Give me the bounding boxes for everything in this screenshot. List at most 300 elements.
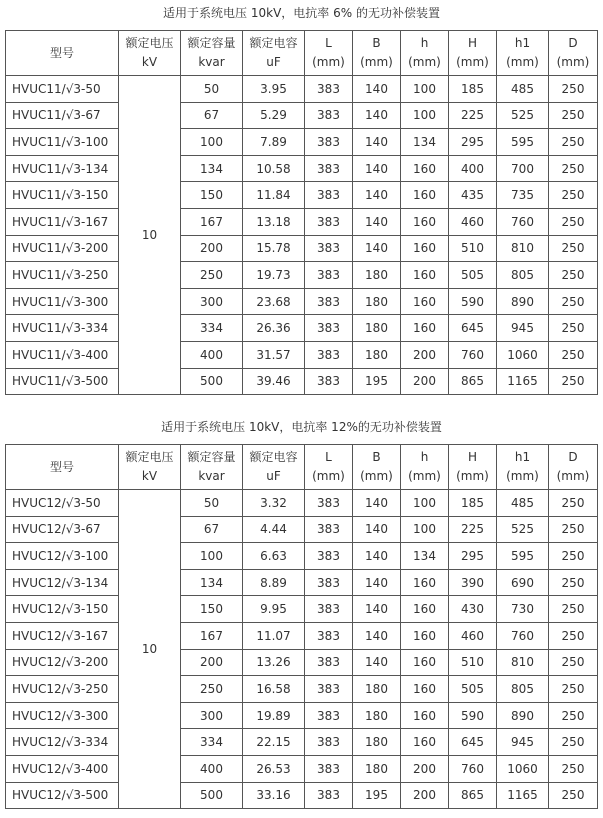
cell-h1: 485 bbox=[497, 490, 549, 517]
column-header bbox=[119, 31, 181, 76]
cell-b: 140 bbox=[353, 76, 401, 103]
cell-l: 383 bbox=[305, 649, 353, 676]
cell-l: 383 bbox=[305, 490, 353, 517]
model-cell: HVUC11/√3-100 bbox=[6, 129, 119, 156]
table-row bbox=[6, 782, 598, 809]
cell-l: 383 bbox=[305, 755, 353, 782]
table-row bbox=[6, 76, 598, 103]
column-header-label: h bbox=[420, 36, 429, 50]
table-row bbox=[6, 315, 598, 342]
column-header-label: D bbox=[568, 36, 578, 50]
cell-h: 160 bbox=[401, 622, 449, 649]
column-header-unit: uF bbox=[266, 469, 281, 483]
column-header-unit: (mm) bbox=[408, 469, 441, 483]
column-header-unit: (mm) bbox=[312, 55, 345, 69]
column-header bbox=[449, 31, 497, 76]
cell-b: 140 bbox=[353, 235, 401, 262]
cell-h1: 945 bbox=[497, 729, 549, 756]
column-header-label: 额定电压 bbox=[125, 450, 174, 464]
cell-kvar: 250 bbox=[181, 676, 243, 703]
cell-h1: 1060 bbox=[497, 755, 549, 782]
model-cell: HVUC12/√3-50 bbox=[6, 490, 119, 517]
cell-d: 250 bbox=[549, 155, 598, 182]
cell-h1: 945 bbox=[497, 315, 549, 342]
column-header-label: 额定容量 bbox=[187, 36, 236, 50]
column-header bbox=[449, 445, 497, 490]
cell-uf: 39.46 bbox=[243, 368, 305, 395]
cell-d: 250 bbox=[549, 755, 598, 782]
column-header bbox=[181, 445, 243, 490]
cell-kvar: 100 bbox=[181, 543, 243, 570]
column-header-unit: (mm) bbox=[312, 469, 345, 483]
cell-d: 250 bbox=[549, 262, 598, 289]
model-cell: HVUC11/√3-300 bbox=[6, 288, 119, 315]
cell-d: 250 bbox=[549, 729, 598, 756]
cell-l: 383 bbox=[305, 76, 353, 103]
cell-h: 160 bbox=[401, 702, 449, 729]
cell-l: 383 bbox=[305, 129, 353, 156]
cell-d: 250 bbox=[549, 516, 598, 543]
model-cell: HVUC12/√3-250 bbox=[6, 676, 119, 703]
column-header-label: 额定容量 bbox=[187, 450, 236, 464]
cell-l: 383 bbox=[305, 782, 353, 809]
cell-uf: 4.44 bbox=[243, 516, 305, 543]
cell-d: 250 bbox=[549, 782, 598, 809]
cell-d: 250 bbox=[549, 569, 598, 596]
cell-h: 100 bbox=[401, 102, 449, 129]
cell-l: 383 bbox=[305, 262, 353, 289]
cell-h: 160 bbox=[401, 569, 449, 596]
table-row bbox=[6, 368, 598, 395]
cell-h: 865 bbox=[449, 368, 497, 395]
table-row bbox=[6, 755, 598, 782]
cell-kvar: 400 bbox=[181, 755, 243, 782]
table-row bbox=[6, 569, 598, 596]
cell-h: 134 bbox=[401, 543, 449, 570]
model-cell: HVUC12/√3-300 bbox=[6, 702, 119, 729]
cell-b: 140 bbox=[353, 516, 401, 543]
cell-h: 460 bbox=[449, 208, 497, 235]
cell-h1: 525 bbox=[497, 102, 549, 129]
cell-uf: 19.89 bbox=[243, 702, 305, 729]
cell-uf: 26.53 bbox=[243, 755, 305, 782]
model-cell: HVUC12/√3-334 bbox=[6, 729, 119, 756]
column-header-unit: (mm) bbox=[408, 55, 441, 69]
cell-h1: 805 bbox=[497, 262, 549, 289]
model-cell: HVUC11/√3-200 bbox=[6, 235, 119, 262]
cell-b: 180 bbox=[353, 288, 401, 315]
column-header-unit: (mm) bbox=[506, 55, 539, 69]
cell-h: 400 bbox=[449, 155, 497, 182]
cell-h: 160 bbox=[401, 649, 449, 676]
table-caption-12pct: 适用于系统电压 10kV，电抗率 12%的无功补偿装置 bbox=[161, 420, 442, 434]
cell-h: 505 bbox=[449, 262, 497, 289]
cell-uf: 8.89 bbox=[243, 569, 305, 596]
cell-b: 140 bbox=[353, 569, 401, 596]
cell-l: 383 bbox=[305, 288, 353, 315]
cell-h1: 810 bbox=[497, 649, 549, 676]
cell-h: 160 bbox=[401, 208, 449, 235]
cell-h: 160 bbox=[401, 155, 449, 182]
cell-h: 100 bbox=[401, 516, 449, 543]
cell-d: 250 bbox=[549, 102, 598, 129]
header-row bbox=[6, 445, 598, 490]
model-cell: HVUC12/√3-100 bbox=[6, 543, 119, 570]
cell-uf: 31.57 bbox=[243, 341, 305, 368]
column-header-unit: (mm) bbox=[360, 469, 393, 483]
cell-b: 180 bbox=[353, 702, 401, 729]
cell-h: 200 bbox=[401, 368, 449, 395]
cell-kvar: 100 bbox=[181, 129, 243, 156]
cell-l: 383 bbox=[305, 729, 353, 756]
cell-h1: 1165 bbox=[497, 368, 549, 395]
cell-h: 160 bbox=[401, 262, 449, 289]
column-header-label: L bbox=[325, 450, 332, 464]
cell-h: 100 bbox=[401, 490, 449, 517]
cell-l: 383 bbox=[305, 315, 353, 342]
voltage-cell: 10 bbox=[119, 76, 181, 395]
cell-h: 390 bbox=[449, 569, 497, 596]
cell-kvar: 334 bbox=[181, 729, 243, 756]
cell-h: 505 bbox=[449, 676, 497, 703]
cell-uf: 3.95 bbox=[243, 76, 305, 103]
cell-l: 383 bbox=[305, 596, 353, 623]
column-header-label: 额定电压 bbox=[125, 36, 174, 50]
cell-h1: 485 bbox=[497, 76, 549, 103]
cell-uf: 26.36 bbox=[243, 315, 305, 342]
cell-l: 383 bbox=[305, 208, 353, 235]
cell-h: 134 bbox=[401, 129, 449, 156]
cell-b: 140 bbox=[353, 208, 401, 235]
cell-uf: 33.16 bbox=[243, 782, 305, 809]
cell-b: 195 bbox=[353, 368, 401, 395]
cell-b: 180 bbox=[353, 729, 401, 756]
table-row bbox=[6, 676, 598, 703]
cell-d: 250 bbox=[549, 341, 598, 368]
cell-kvar: 500 bbox=[181, 782, 243, 809]
cell-b: 140 bbox=[353, 622, 401, 649]
cell-kvar: 134 bbox=[181, 155, 243, 182]
cell-l: 383 bbox=[305, 182, 353, 209]
cell-h1: 525 bbox=[497, 516, 549, 543]
table-row bbox=[6, 649, 598, 676]
column-header-label: h bbox=[420, 450, 429, 464]
cell-h: 760 bbox=[449, 341, 497, 368]
table-row bbox=[6, 129, 598, 156]
cell-h: 100 bbox=[401, 76, 449, 103]
cell-h1: 690 bbox=[497, 569, 549, 596]
table-row bbox=[6, 102, 598, 129]
column-header-unit: kV bbox=[141, 55, 158, 69]
cell-l: 383 bbox=[305, 543, 353, 570]
cell-uf: 23.68 bbox=[243, 288, 305, 315]
cell-h: 200 bbox=[401, 341, 449, 368]
cell-kvar: 500 bbox=[181, 368, 243, 395]
cell-b: 180 bbox=[353, 341, 401, 368]
cell-h: 225 bbox=[449, 516, 497, 543]
column-header-label: H bbox=[467, 36, 478, 50]
cell-l: 383 bbox=[305, 368, 353, 395]
cell-b: 140 bbox=[353, 543, 401, 570]
column-header-label: H bbox=[467, 450, 478, 464]
cell-h: 645 bbox=[449, 729, 497, 756]
cell-h: 295 bbox=[449, 543, 497, 570]
cell-b: 140 bbox=[353, 155, 401, 182]
cell-d: 250 bbox=[549, 622, 598, 649]
model-cell: HVUC11/√3-500 bbox=[6, 368, 119, 395]
column-header bbox=[401, 445, 449, 490]
column-header-label: B bbox=[372, 36, 381, 50]
cell-h: 160 bbox=[401, 235, 449, 262]
column-header-unit: (mm) bbox=[360, 55, 393, 69]
cell-b: 180 bbox=[353, 755, 401, 782]
table-caption-6pct: 适用于系统电压 10kV，电抗率 6% 的无功补偿装置 bbox=[163, 6, 440, 20]
cell-h1: 805 bbox=[497, 676, 549, 703]
cell-d: 250 bbox=[549, 315, 598, 342]
cell-h: 225 bbox=[449, 102, 497, 129]
cell-d: 250 bbox=[549, 368, 598, 395]
column-header bbox=[549, 445, 598, 490]
cell-d: 250 bbox=[549, 649, 598, 676]
cell-b: 140 bbox=[353, 182, 401, 209]
table-row bbox=[6, 729, 598, 756]
column-header bbox=[243, 31, 305, 76]
model-cell: HVUC11/√3-400 bbox=[6, 341, 119, 368]
cell-uf: 10.58 bbox=[243, 155, 305, 182]
cell-l: 383 bbox=[305, 676, 353, 703]
column-header bbox=[6, 31, 119, 76]
model-cell: HVUC12/√3-400 bbox=[6, 755, 119, 782]
column-header-unit: uF bbox=[266, 55, 281, 69]
cell-h: 865 bbox=[449, 782, 497, 809]
model-cell: HVUC12/√3-500 bbox=[6, 782, 119, 809]
cell-d: 250 bbox=[549, 676, 598, 703]
cell-h: 460 bbox=[449, 622, 497, 649]
cell-d: 250 bbox=[549, 288, 598, 315]
column-header-label: L bbox=[325, 36, 332, 50]
cell-b: 140 bbox=[353, 596, 401, 623]
cell-b: 140 bbox=[353, 649, 401, 676]
cell-uf: 5.29 bbox=[243, 102, 305, 129]
cell-l: 383 bbox=[305, 155, 353, 182]
cell-h: 295 bbox=[449, 129, 497, 156]
cell-kvar: 50 bbox=[181, 490, 243, 517]
cell-h1: 810 bbox=[497, 235, 549, 262]
table-row bbox=[6, 596, 598, 623]
cell-h1: 890 bbox=[497, 288, 549, 315]
cell-kvar: 300 bbox=[181, 288, 243, 315]
model-cell: HVUC11/√3-50 bbox=[6, 76, 119, 103]
cell-uf: 6.63 bbox=[243, 543, 305, 570]
cell-l: 383 bbox=[305, 622, 353, 649]
cell-uf: 16.58 bbox=[243, 676, 305, 703]
cell-h1: 700 bbox=[497, 155, 549, 182]
cell-b: 140 bbox=[353, 129, 401, 156]
cell-kvar: 150 bbox=[181, 182, 243, 209]
cell-d: 250 bbox=[549, 702, 598, 729]
cell-h: 160 bbox=[401, 676, 449, 703]
cell-h: 160 bbox=[401, 182, 449, 209]
column-header bbox=[353, 445, 401, 490]
column-header bbox=[181, 31, 243, 76]
column-header-unit: (mm) bbox=[556, 55, 590, 69]
column-header-unit: (mm) bbox=[456, 469, 489, 483]
column-header-label: 额定电容 bbox=[249, 36, 298, 50]
cell-h: 645 bbox=[449, 315, 497, 342]
cell-h: 160 bbox=[401, 596, 449, 623]
model-cell: HVUC12/√3-150 bbox=[6, 596, 119, 623]
model-cell: HVUC12/√3-200 bbox=[6, 649, 119, 676]
model-cell: HVUC12/√3-67 bbox=[6, 516, 119, 543]
cell-kvar: 200 bbox=[181, 649, 243, 676]
cell-uf: 22.15 bbox=[243, 729, 305, 756]
cell-uf: 11.07 bbox=[243, 622, 305, 649]
cell-uf: 9.95 bbox=[243, 596, 305, 623]
cell-h: 160 bbox=[401, 729, 449, 756]
cell-h: 200 bbox=[401, 755, 449, 782]
column-header-label: B bbox=[372, 450, 381, 464]
table-row bbox=[6, 208, 598, 235]
cell-h1: 890 bbox=[497, 702, 549, 729]
cell-h1: 730 bbox=[497, 596, 549, 623]
table-row bbox=[6, 182, 598, 209]
cell-b: 195 bbox=[353, 782, 401, 809]
cell-l: 383 bbox=[305, 341, 353, 368]
column-header bbox=[497, 31, 549, 76]
cell-d: 250 bbox=[549, 208, 598, 235]
cell-h: 430 bbox=[449, 596, 497, 623]
column-header bbox=[6, 445, 119, 490]
column-header bbox=[243, 445, 305, 490]
table-row bbox=[6, 262, 598, 289]
cell-d: 250 bbox=[549, 235, 598, 262]
column-header-label: 型号 bbox=[49, 45, 74, 60]
cell-kvar: 67 bbox=[181, 102, 243, 129]
cell-h1: 595 bbox=[497, 543, 549, 570]
cell-h: 435 bbox=[449, 182, 497, 209]
column-header bbox=[305, 445, 353, 490]
cell-h1: 1060 bbox=[497, 341, 549, 368]
cell-kvar: 300 bbox=[181, 702, 243, 729]
column-header-label: h1 bbox=[514, 450, 531, 464]
spec-table-12pct bbox=[5, 444, 598, 809]
column-header bbox=[401, 31, 449, 76]
cell-h: 510 bbox=[449, 649, 497, 676]
cell-b: 140 bbox=[353, 102, 401, 129]
model-cell: HVUC11/√3-334 bbox=[6, 315, 119, 342]
cell-h: 160 bbox=[401, 288, 449, 315]
cell-kvar: 200 bbox=[181, 235, 243, 262]
cell-d: 250 bbox=[549, 129, 598, 156]
cell-kvar: 400 bbox=[181, 341, 243, 368]
cell-b: 180 bbox=[353, 262, 401, 289]
table-row bbox=[6, 622, 598, 649]
cell-b: 140 bbox=[353, 490, 401, 517]
table-row bbox=[6, 702, 598, 729]
column-header-unit: kvar bbox=[198, 55, 225, 69]
cell-h: 185 bbox=[449, 76, 497, 103]
cell-h1: 735 bbox=[497, 182, 549, 209]
cell-l: 383 bbox=[305, 235, 353, 262]
cell-h: 590 bbox=[449, 702, 497, 729]
cell-kvar: 334 bbox=[181, 315, 243, 342]
cell-d: 250 bbox=[549, 543, 598, 570]
table-row bbox=[6, 341, 598, 368]
column-header-label: 型号 bbox=[49, 459, 74, 474]
cell-uf: 13.18 bbox=[243, 208, 305, 235]
cell-l: 383 bbox=[305, 516, 353, 543]
column-header bbox=[497, 445, 549, 490]
cell-d: 250 bbox=[549, 76, 598, 103]
table-row bbox=[6, 543, 598, 570]
model-cell: HVUC12/√3-167 bbox=[6, 622, 119, 649]
cell-h1: 1165 bbox=[497, 782, 549, 809]
voltage-cell: 10 bbox=[119, 490, 181, 809]
cell-uf: 13.26 bbox=[243, 649, 305, 676]
model-cell: HVUC11/√3-250 bbox=[6, 262, 119, 289]
model-cell: HVUC11/√3-167 bbox=[6, 208, 119, 235]
column-header-unit: (mm) bbox=[456, 55, 489, 69]
cell-kvar: 134 bbox=[181, 569, 243, 596]
column-header bbox=[119, 445, 181, 490]
cell-l: 383 bbox=[305, 702, 353, 729]
column-header bbox=[353, 31, 401, 76]
cell-uf: 7.89 bbox=[243, 129, 305, 156]
table-row bbox=[6, 155, 598, 182]
column-header-label: 额定电容 bbox=[249, 450, 298, 464]
model-cell: HVUC12/√3-134 bbox=[6, 569, 119, 596]
cell-b: 180 bbox=[353, 315, 401, 342]
cell-kvar: 150 bbox=[181, 596, 243, 623]
cell-kvar: 50 bbox=[181, 76, 243, 103]
cell-l: 383 bbox=[305, 102, 353, 129]
cell-l: 383 bbox=[305, 569, 353, 596]
cell-h: 200 bbox=[401, 782, 449, 809]
spec-table-6pct bbox=[5, 30, 598, 395]
cell-uf: 11.84 bbox=[243, 182, 305, 209]
model-cell: HVUC11/√3-150 bbox=[6, 182, 119, 209]
cell-kvar: 167 bbox=[181, 208, 243, 235]
cell-d: 250 bbox=[549, 182, 598, 209]
cell-uf: 19.73 bbox=[243, 262, 305, 289]
cell-h: 590 bbox=[449, 288, 497, 315]
column-header-unit: (mm) bbox=[556, 469, 590, 483]
table-row bbox=[6, 235, 598, 262]
table-row bbox=[6, 490, 598, 517]
cell-h: 160 bbox=[401, 315, 449, 342]
cell-h: 760 bbox=[449, 755, 497, 782]
cell-kvar: 67 bbox=[181, 516, 243, 543]
cell-d: 250 bbox=[549, 490, 598, 517]
cell-d: 250 bbox=[549, 596, 598, 623]
cell-h1: 595 bbox=[497, 129, 549, 156]
cell-uf: 3.32 bbox=[243, 490, 305, 517]
column-header-unit: kV bbox=[141, 469, 158, 483]
column-header-label: h1 bbox=[514, 36, 531, 50]
header-row bbox=[6, 31, 598, 76]
cell-h1: 760 bbox=[497, 208, 549, 235]
column-header-label: D bbox=[568, 450, 578, 464]
model-cell: HVUC11/√3-134 bbox=[6, 155, 119, 182]
cell-kvar: 250 bbox=[181, 262, 243, 289]
table-row bbox=[6, 516, 598, 543]
column-header-unit: kvar bbox=[198, 469, 225, 483]
cell-h: 185 bbox=[449, 490, 497, 517]
cell-kvar: 167 bbox=[181, 622, 243, 649]
cell-h1: 760 bbox=[497, 622, 549, 649]
model-cell: HVUC11/√3-67 bbox=[6, 102, 119, 129]
cell-uf: 15.78 bbox=[243, 235, 305, 262]
